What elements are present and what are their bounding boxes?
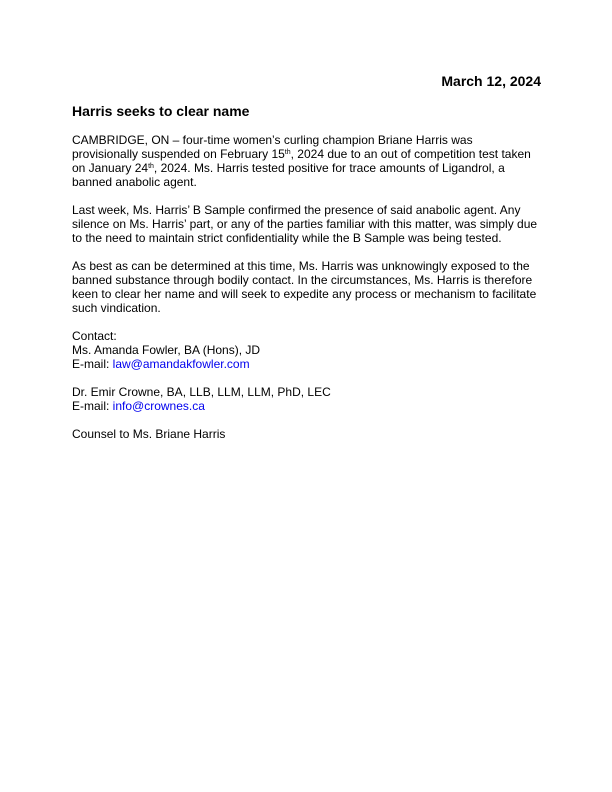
paragraph-line: banned anabolic agent. [72, 175, 197, 189]
ordinal-suffix: th [284, 149, 291, 156]
email-link[interactable]: info@crownes.ca [112, 399, 205, 413]
email-label: E-mail: [72, 399, 113, 413]
paragraph-1 [72, 133, 542, 189]
ordinal-suffix: th [148, 163, 154, 170]
paragraph-line: silence on Ms. Harris’ part, or any of the parties familiar with this matter, was simply due [72, 217, 538, 231]
counsel-block [72, 427, 542, 441]
contact-email-line [72, 399, 542, 413]
paragraph-line: banned substance through bodily contact. In the circumstances, Ms. Harris is therefore [72, 273, 533, 287]
release-date: March 12, 2024 [441, 73, 541, 89]
contact-block-1 [72, 329, 542, 371]
contact-heading: Contact: [72, 329, 117, 343]
paragraph-line [72, 161, 542, 175]
paragraph-line [72, 147, 542, 161]
paragraph-line: such vindication. [72, 301, 161, 315]
paragraph-line: As best as can be determined at this time, Ms. Harris was unknowingly exposed to the [72, 259, 530, 273]
text-fragment: , 2024 due to an out of competition test taken [290, 147, 531, 161]
text-fragment: , 2024. Ms. Harris tested positive for trace amounts of Ligandrol, a [153, 161, 505, 175]
text-fragment: provisionally suspended on February 15 [72, 147, 285, 161]
counsel-line: Counsel to Ms. Briane Harris [72, 427, 226, 441]
contact-name: Ms. Amanda Fowler, BA (Hons), JD [72, 343, 261, 357]
paragraph-line: Last week, Ms. Harris’ B Sample confirmed the presence of said anabolic agent. Any [72, 203, 521, 217]
email-label: E-mail: [72, 357, 113, 371]
contact-name: Dr. Emir Crowne, BA, LLB, LLM, LLM, PhD, LEC [72, 385, 331, 399]
headline: Harris seeks to clear name [72, 103, 250, 119]
email-link[interactable]: law@amandakfowler.com [112, 357, 250, 371]
paragraph-3 [72, 259, 542, 315]
paragraph-line: keen to clear her name and will seek to expedite any process or mechanism to facilitate [72, 287, 537, 301]
release-body [72, 133, 542, 455]
text-fragment: on January 24 [72, 161, 149, 175]
contact-block-2 [72, 385, 542, 413]
contact-email-line [72, 357, 542, 371]
paragraph-2 [72, 203, 542, 245]
paragraph-line: to the need to maintain strict confidentiality while the B Sample was being tested. [72, 231, 502, 245]
paragraph-line: CAMBRIDGE, ON – four-time women’s curling champion Briane Harris was [72, 133, 473, 147]
